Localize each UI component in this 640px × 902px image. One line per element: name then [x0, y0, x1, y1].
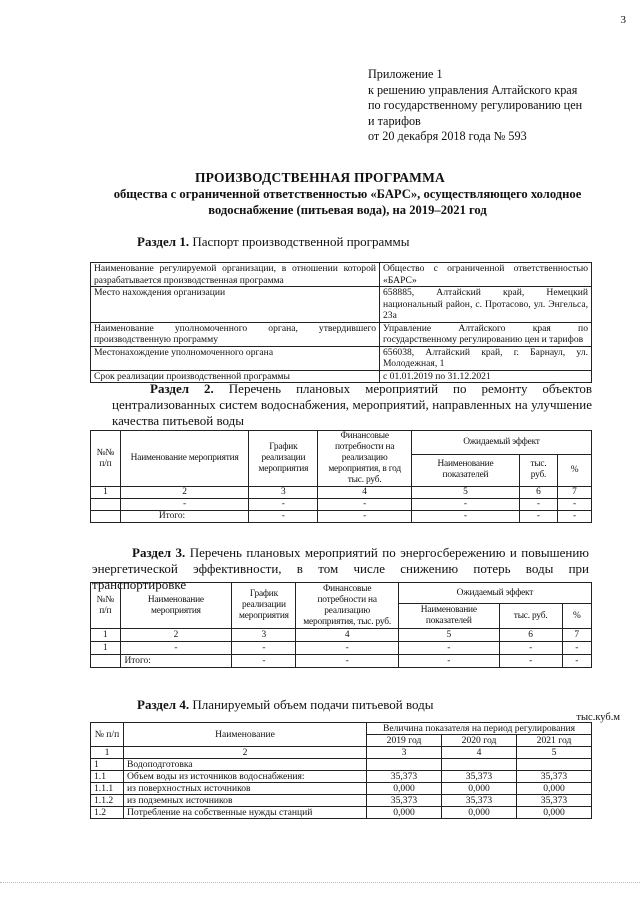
col-year-header: 2020 год [442, 735, 517, 747]
col-num-header: № п/п [91, 723, 124, 747]
table-row [91, 322, 592, 346]
table-cell: 3 [249, 487, 318, 499]
col-indicators-header: Наименование показателей [411, 454, 519, 486]
section2-heading [112, 381, 592, 429]
table-cell: Объем воды из источников водоснабжения: [124, 771, 367, 783]
table-total-row [91, 655, 592, 668]
table-cell: 7 [558, 487, 592, 499]
table-cell: 0,000 [517, 807, 592, 819]
table-cell: - [519, 511, 557, 523]
annex-line: Приложение 1 [368, 67, 443, 81]
table-cell: - [249, 499, 318, 511]
table-row [91, 759, 592, 771]
table-cell: 35,373 [442, 771, 517, 783]
passport-table [90, 262, 592, 383]
table-cell: 6 [499, 629, 562, 642]
table-cell: - [232, 655, 296, 668]
page-number: 3 [620, 14, 626, 26]
section2-label: Раздел 2. [150, 381, 214, 396]
passport-key: Наименование уполномоченного органа, утвердившего производственную программу [91, 322, 380, 346]
col-name-header: Наименование мероприятия [120, 583, 232, 629]
col-thousand-header: тыс. руб. [499, 604, 562, 629]
table-cell: 0,000 [442, 783, 517, 795]
document-subtitle: общества с ограниченной ответственностью «БАРС», осуществляющего холодное водоснабжение (питьевая вода), на 2019–2021 год [113, 187, 582, 217]
passport-value: 656038, Алтайский край, г. Барнаул, ул. Молодежная, 1 [380, 346, 592, 370]
annex-line: по государственному регулированию цен [368, 98, 583, 112]
table-cell: 1.1 [91, 771, 124, 783]
table-cell: 5 [411, 487, 519, 499]
table-cell [91, 499, 121, 511]
section3-title: Перечень плановых мероприятий по энергосбережению и повышению энергетической эффективности, в том числе снижению потерь воды при транспортировке [92, 545, 589, 592]
table-cell: - [411, 511, 519, 523]
table-cell: 2 [124, 747, 367, 759]
section2-title: Перечень плановых мероприятий по ремонту объектов централизованных систем водоснабжения, мероприятий, направленных на улучшение качества питьевой воды [112, 381, 593, 428]
section3-label: Раздел 3. [132, 545, 186, 560]
table-cell [367, 759, 442, 771]
table-cell: - [558, 511, 592, 523]
table-cell [91, 511, 121, 523]
table-cell: - [499, 655, 562, 668]
table-cell: - [562, 642, 591, 655]
section1-heading [137, 234, 409, 250]
col-num-header: №№ п/п [91, 431, 121, 487]
table-cell: Потребление на собственные нужды станций [124, 807, 367, 819]
table-header-row [91, 723, 592, 735]
table-cell: 1 [91, 629, 121, 642]
col-effect-header: Ожидаемый эффект [398, 583, 591, 604]
table-cell: 1.1.1 [91, 783, 124, 795]
annex-line: от 20 декабря 2018 года № 593 [368, 129, 527, 143]
col-name-header: Наименование мероприятия [120, 431, 249, 487]
col-period-header: Величина показателя на период регулирования [367, 723, 592, 735]
table-cell: 35,373 [517, 795, 592, 807]
table-row [91, 487, 592, 499]
table-cell: 35,373 [367, 795, 442, 807]
table-cell: 5 [517, 747, 592, 759]
table-row [91, 747, 592, 759]
table-cell: - [232, 642, 296, 655]
annex-line: и тарифов [368, 113, 421, 128]
table-cell: 6 [519, 487, 557, 499]
col-thousand-header: тыс. руб. [519, 454, 557, 486]
col-schedule-header: График реализации мероприятия [249, 431, 318, 487]
table-cell: - [249, 511, 318, 523]
repair-measures-table [90, 430, 592, 523]
table-cell: - [558, 499, 592, 511]
table-cell [517, 759, 592, 771]
table-row [91, 807, 592, 819]
passport-value: 658885, Алтайский край, Немецкий национальный район, с. Протасово, ул. Энгельса, 23а [380, 287, 592, 323]
passport-value: Управление Алтайского края по государственному регулированию цен и тарифов [380, 322, 592, 346]
table-cell: 4 [296, 629, 398, 642]
table-cell: из подземных источников [124, 795, 367, 807]
col-financing-header: Финансовые потребности на реализацию мероприятия, тыс. руб. [296, 583, 398, 629]
table-cell: 35,373 [367, 771, 442, 783]
unit-label: тыс.куб.м [576, 712, 620, 723]
section1-label: Раздел 1. [137, 234, 190, 249]
col-percent-header: % [558, 454, 592, 486]
table-row [91, 629, 592, 642]
table-row [91, 263, 592, 287]
table-cell: - [296, 655, 398, 668]
table-row [91, 783, 592, 795]
table-cell: 2 [120, 629, 232, 642]
table-row [91, 499, 592, 511]
table-cell: 4 [318, 487, 412, 499]
section1-title: Паспорт производственной программы [192, 234, 410, 249]
energy-measures-table [90, 582, 592, 668]
table-cell: - [398, 642, 499, 655]
table-cell: 2 [120, 487, 249, 499]
table-cell: 1 [91, 642, 121, 655]
table-row [91, 287, 592, 323]
table-row [91, 795, 592, 807]
table-cell: - [398, 655, 499, 668]
table-cell: 1 [91, 759, 124, 771]
table-cell: из поверхностных источников [124, 783, 367, 795]
annex-line: к решению управления Алтайского края [368, 82, 578, 97]
table-header-row [91, 583, 592, 604]
table-cell: 0,000 [442, 807, 517, 819]
table-cell [91, 655, 121, 668]
table-total-row [91, 511, 592, 523]
table-cell: Водоподготовка [124, 759, 367, 771]
table-cell: 3 [232, 629, 296, 642]
passport-key: Наименование регулируемой организации, в отношении которой разрабатывается производственная программа [91, 263, 380, 287]
table-cell: 1.1.2 [91, 795, 124, 807]
table-cell: - [318, 499, 412, 511]
water-volume-table [90, 722, 592, 819]
table-cell: 35,373 [442, 795, 517, 807]
annex-block [368, 67, 618, 145]
table-cell: - [519, 499, 557, 511]
page-bottom-divider [0, 882, 640, 883]
table-cell: 1.2 [91, 807, 124, 819]
table-cell: - [499, 642, 562, 655]
table-cell: - [562, 655, 591, 668]
table-cell [442, 759, 517, 771]
col-name-header: Наименование [124, 723, 367, 747]
passport-key: Срок реализации производственной программы [91, 370, 380, 383]
table-cell: 0,000 [367, 783, 442, 795]
table-header-row [91, 431, 592, 455]
table-cell: 7 [562, 629, 591, 642]
table-cell: - [318, 511, 412, 523]
col-percent-header: % [562, 604, 591, 629]
table-cell: Итого: [120, 511, 249, 523]
table-cell: 1 [91, 747, 124, 759]
passport-value: Общество с ограниченной ответственностью «БАРС» [380, 263, 592, 287]
section4-label: Раздел 4. [137, 697, 190, 712]
passport-key: Местонахождение уполномоченного органа [91, 346, 380, 370]
table-cell: 3 [367, 747, 442, 759]
section4-heading [137, 697, 434, 713]
table-row [91, 771, 592, 783]
table-cell: 4 [442, 747, 517, 759]
table-row [91, 346, 592, 370]
document-title: ПРОИЗВОДСТВЕННАЯ ПРОГРАММА [194, 170, 445, 185]
col-year-header: 2021 год [517, 735, 592, 747]
col-num-header: №№ п/п [91, 583, 121, 629]
section4-title: Планируемый объем подачи питьевой воды [192, 697, 434, 712]
table-cell: - [120, 499, 249, 511]
table-cell: Итого: [120, 655, 232, 668]
col-financing-header: Финансовые потребности на реализацию мероприятия, в год тыс. руб. [318, 431, 412, 487]
table-cell: - [296, 642, 398, 655]
col-year-header: 2019 год [367, 735, 442, 747]
col-effect-header: Ожидаемый эффект [411, 431, 591, 455]
table-cell: 0,000 [367, 807, 442, 819]
col-schedule-header: График реализации мероприятия [232, 583, 296, 629]
passport-key: Место нахождения организации [91, 287, 380, 323]
col-indicators-header: Наименование показателей [398, 604, 499, 629]
table-row [91, 642, 592, 655]
table-cell: 5 [398, 629, 499, 642]
passport-value: с 01.01.2019 по 31.12.2021 [380, 370, 592, 383]
table-cell: 35,373 [517, 771, 592, 783]
table-cell: - [411, 499, 519, 511]
table-cell: - [120, 642, 232, 655]
table-cell: 0,000 [517, 783, 592, 795]
table-cell: 1 [91, 487, 121, 499]
